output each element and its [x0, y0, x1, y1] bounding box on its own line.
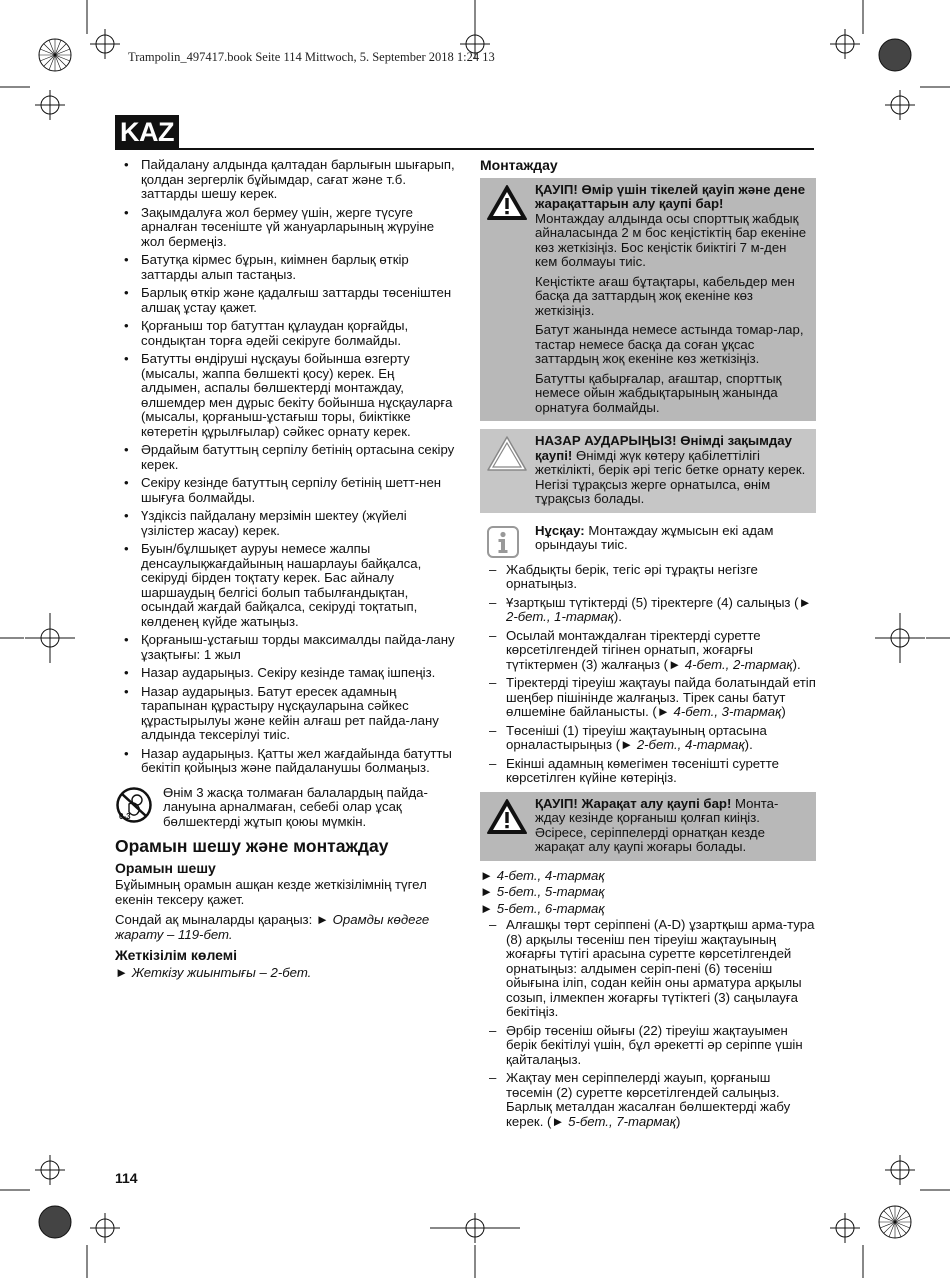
danger-paragraph: Кеңістікте ағаш бұтақтары, кабельдер мен басқа да заттардың жоқ екеніне көз жеткізіңіз.	[535, 273, 795, 318]
registration-rosette-icon	[39, 39, 71, 71]
danger-title: ҚАУІП! Өмір үшін тікелей қауіп және дене жарақаттарын алу қаупі бар!	[535, 181, 806, 211]
danger-text: Монта-ждау кезінде қорғаныш қолғап киіңіз. Әсіресе, серіппелерді орнатқан кезде жарақат алу қаупі жоғары болады.	[535, 795, 779, 854]
crosshair-icon	[875, 613, 925, 663]
list-item: • Секіру кезінде батуттың серпілу бетінің шетт-нен шығуға болмайды.	[115, 476, 455, 505]
page-reference-link[interactable]: 2-бет., 4-тармақ	[636, 737, 745, 752]
list-item: • Назар аударыңыз. Батут ересек адамның тарапынан құрастыру нұсқауларына сәйкес құрастырылуы және кейін алғаш рет пайда-лану алдында тексерілуі тиіс.	[115, 685, 455, 743]
crosshair-icon	[885, 1155, 915, 1185]
note-title: Нұсқау:	[535, 522, 585, 538]
assembly-steps	[480, 563, 816, 786]
list-item: – Алғашқы төрт серіппені (A-D) ұзартқыш арма-тура (8) арқылы төсеніш пен тіреуіш жақтауының жоғарғы түтігі арасына суретте көрсетілгендей орнатыңыз: алдымен серіп-пені (6) төсеніш ойығына іліп, содан кейін оны арматура арқылы созып, ілмекпен жоғарғы түтіктегі (3) саңылауға бекітіңіз.	[480, 918, 816, 1020]
caution-triangle-icon	[486, 435, 528, 473]
crosshair-icon	[830, 29, 860, 59]
age-badge: 0-3	[119, 811, 131, 821]
note-text: Монтаждау жұмысын екі адам орындауы тиіс.	[535, 522, 774, 552]
list-item: – Жақтау мен серіппелерді жауып, қорғаныш төсемін (2) суретте көрсетілгендей салыңыз. Барлық металдан жасалған бөлшектерді жабу керек. (► 5-бет., 7-тармақ)	[480, 1071, 816, 1129]
info-icon	[486, 525, 520, 559]
list-item: – Тіректерді тіреуіш жақтауы пайда болатындай етіп шеңбер пішінінде жалғаңыз. Тірек саны батут өлшеміне байланысты. (► 4-бет., 3-тармақ)	[480, 676, 816, 720]
danger-paragraph: Монтаждау алдында осы спорттық жабдық айналасында 2 м бос кеңістіктің бар екеніне көз жеткізіңіз. Бос кеңістік биіктігі 7 м-ден кем болмауы тиіс.	[535, 210, 807, 269]
unpack-see-also: Сондай ақ мыналарды қараңыз: ► Орамды көдеге жарату – 119-бет.	[115, 912, 430, 942]
list-item: • Буын/бұлшықет ауруы немесе жалпы денсаулықжағдайының нашарлауы байқалса, секіруді бірден тоқтату керек. Бас айналу шаршаудың белгісі болып табылғандықтан, осындай жағдай байқалса, секіруді тоқтатып, көлденең күйде жатыңыз.	[115, 542, 455, 629]
crosshair-icon	[830, 1213, 860, 1243]
caution-title: НАЗАР АУДАРЫҢЫЗ! Өнімді зақымдау қаупі!	[535, 433, 792, 463]
figure-reference-link[interactable]: ► 4-бет., 4-тармақ	[480, 867, 605, 883]
list-item: • Батутқа кірмес бұрын, киімнен барлық өткір заттарды алып тастаңыз.	[115, 253, 455, 282]
list-item: • Назар аударыңыз. Секіру кезінде тамақ ішпеңіз.	[115, 666, 455, 681]
danger-paragraph: Батут жанында немесе астында томар-лар, тастар немесе басқа да соған ұқсас заттардың жоқ екеніне көз жеткізіңіз.	[535, 322, 804, 366]
list-item: • Пайдалану алдында қалтадан барлығын шығарып, қолдан зергерлік бұйымдар, сағат және т.б. заттарды шешу керек.	[115, 158, 455, 202]
list-item: – Әрбір төсеніш ойығы (22) тіреуіш жақтауымен берік бекітілуі үшін, бұл әрекетті әр серіппе үшін қайталаңыз.	[480, 1024, 816, 1068]
list-item: – Жабдықты берік, тегіс әрі тұрақты негізге орнатыңыз.	[480, 563, 816, 592]
page-reference-link[interactable]: 5-бет., 7-тармақ	[568, 1113, 676, 1129]
caution-box	[480, 429, 816, 513]
page-reference-link[interactable]: 4-бет., 2-тармақ	[684, 656, 793, 672]
crosshair-icon	[430, 1213, 520, 1243]
unpack-text: Бұйымның орамын ашқан кезде жеткізілімнің түгел екенін тексеру қажет.	[115, 877, 427, 907]
warning-triangle-icon	[486, 184, 528, 222]
list-item: – Осылай монтаждалған тіректерді суретте көрсетілгендей тігінен орнатып, жоғарғы түтіктермен (3) жалғаңыз (► 4-бет., 2-тармақ).	[480, 629, 816, 673]
right-column	[480, 158, 816, 1133]
figure-references	[480, 869, 816, 917]
page-reference-link[interactable]: 4-бет., 3-тармақ	[673, 704, 782, 719]
list-item: • Қорғаныш тор батуттан құлаудан қорғайды, сондықтан торға әдейі секіруге болмайды.	[115, 319, 455, 348]
disposal-reference-link[interactable]: Орамды көдеге жарату – 119-бет.	[115, 912, 430, 942]
unpack-title: Орамын шешу	[115, 859, 216, 876]
not-for-children-icon	[115, 786, 153, 824]
print-metadata: Trampolin_497417.book Seite 114 Mittwoch, 5. September 2018 1:24 13	[128, 50, 495, 64]
header-rule	[179, 148, 814, 150]
note-box	[480, 519, 816, 557]
registration-dot-icon	[39, 1206, 71, 1238]
registration-rosette-icon	[879, 1206, 911, 1238]
list-item: – Ұзартқыш түтіктерді (5) тіректерге (4) салыңыз (► 2-бет., 1-тармақ).	[480, 596, 816, 625]
list-item: • Барлық өткір және қадалғыш заттарды төсеніштен алшақ ұстау қажет.	[115, 286, 455, 315]
list-item: – Төсеніші (1) тіреуіш жақтауының ортасына орналастырыңыз (► 2-бет., 4-тармақ).	[480, 724, 816, 753]
danger-box	[480, 792, 816, 861]
figure-reference-link[interactable]: ► 5-бет., 5-тармақ	[480, 884, 605, 899]
caution-text: Өнімді жүк көтеру қабілеттілігі жеткілікті, берік әрі тегіс бетке орнату керек. Негізі тұрақсыз жерге орнатылса, өнім тұрақсыз болады.	[535, 447, 806, 506]
danger-title: ҚАУІП! Жарақат алу қаупі бар!	[535, 795, 732, 811]
spring-steps	[480, 918, 816, 1129]
crosshair-icon	[35, 90, 65, 120]
danger-box	[480, 178, 816, 422]
safety-list	[115, 158, 455, 776]
age-warning-text: Өнім 3 жасқа толмаған балалардың пайда-лануына арналмаған, себебі олар ұсақ бөлшектерді жұтып қоюы мүмкін.	[163, 784, 428, 829]
list-item: • Назар аударыңыз. Қатты жел жағдайында батутты бекітіп қойыңыз және пайдаланушы болмаңыз.	[115, 747, 455, 776]
left-column	[115, 158, 455, 986]
crosshair-icon	[25, 613, 75, 663]
scope-reference[interactable]: ► Жеткізу жиынтығы – 2-бет.	[115, 964, 312, 980]
list-item: • Әрдайым батуттың серпілу бетінің ортасына секіру керек.	[115, 443, 455, 472]
age-warning	[115, 786, 455, 830]
registration-dot-icon	[879, 39, 911, 71]
crosshair-icon	[90, 29, 120, 59]
crosshair-icon	[885, 90, 915, 120]
danger-paragraph: Батутты қабырғалар, ағаштар, спорттық немесе ойын жабдықтарының жанында орнатуға болмайды.	[535, 370, 782, 415]
list-item: • Қорғаныш-ұстағыш торды максималды пайда-лану ұзақтығы: 1 жыл	[115, 633, 455, 662]
assembly-title: Монтаждау	[480, 157, 558, 173]
warning-triangle-icon	[486, 798, 528, 836]
figure-reference-link[interactable]: ► 5-бет., 6-тармақ	[480, 900, 605, 916]
list-item: • Үздіксіз пайдалану мерзімін шектеу (жүйелі үзілістер жасау) керек.	[115, 509, 455, 538]
scope-title: Жеткізілім көлемі	[115, 947, 238, 963]
page-number: 114	[115, 1170, 138, 1186]
page-reference-link[interactable]: 2-бет., 1-тармақ	[506, 609, 614, 624]
crosshair-icon	[35, 1155, 65, 1185]
list-item: • Батутты өндіруші нұсқауы бойынша өзгерту (мысалы, жаппа бөлшекті қосу) керек. Ең алдымен, аспалы бөлшектерді монтаждау, өлшемдер мен дұрыс бекіту бойынша нұсқауларға (мысалы, қорғаныш-ұстағыш торы, биіктікке көтеретін құрылғылар) сәйкес орнату керек.	[115, 352, 455, 439]
language-tag: KAZ	[115, 115, 179, 150]
section-title: Орамын шешу және монтаждау	[115, 836, 389, 856]
list-item: – Екінші адамның көмегімен төсенішті суретте көрсетілген күйіне көтеріңіз.	[480, 757, 816, 786]
crosshair-icon	[90, 1213, 120, 1243]
list-item: • Зақымдалуға жол бермеу үшін, жерге түсуге арналған төсеніште үй жануарларының жүруіне жол бермеңіз.	[115, 206, 455, 250]
